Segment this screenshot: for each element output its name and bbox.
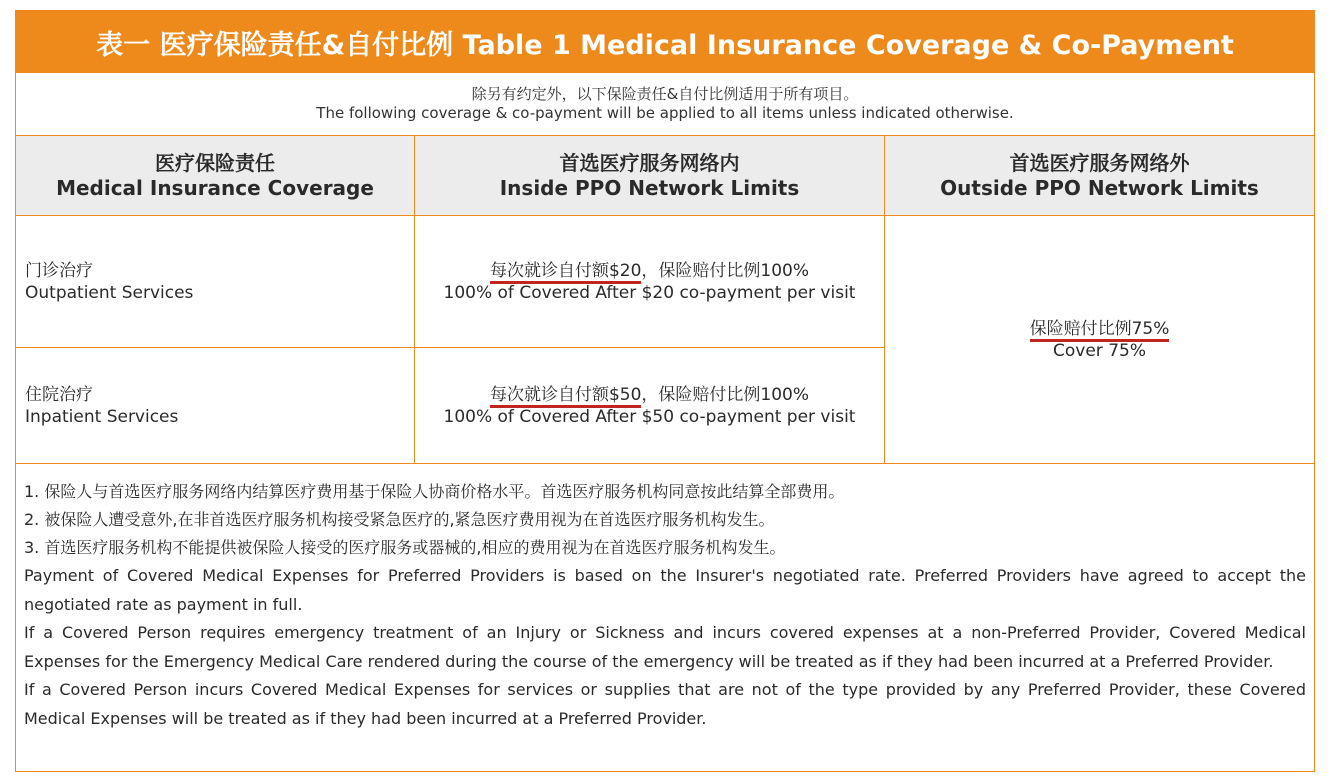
coverage-en: Outpatient Services [25,282,194,303]
header-inside-ppo [415,136,885,216]
table-title: 表一 医疗保险责任&自付比例 Table 1 Medical Insurance Coverage & Co-Payment [16,11,1314,73]
header-outside-ppo [885,136,1314,216]
header-coverage [16,136,415,216]
row-inpatient-inside [415,348,885,464]
note-en-2: If a Covered Person requires emergency treatment of an Injury or Sickness and incurs covered expenses at a non-Preferred Provider, Covered Medical Expenses for the Emergency Medical Care rendered during the course of the emergency will be treated as if they had been incurred at a Preferred Provider. [24,623,1306,671]
inside-cn-underlined: 每次就诊自付额$20 [490,261,641,284]
header-outside-en: Outside PPO Network Limits [940,175,1259,200]
intro-en: The following coverage & co-payment will be applied to all items unless indicated otherwise. [316,104,1014,122]
note-en-1: Payment of Covered Medical Expenses for Preferred Providers is based on the Insurer's negotiated rate. Preferred Providers have agreed to accept the negotiated rate as payment in full. [24,566,1306,614]
intro-note [16,73,1314,136]
row-inpatient-coverage [16,348,415,464]
note-cn-2: 2. 被保险人遭受意外,在非首选医疗服务机构接受紧急医疗的,紧急医疗费用视为在首选医疗服务机构发生。 [24,510,775,529]
header-coverage-en: Medical Insurance Coverage [56,175,374,200]
outside-en: Cover 75% [1053,340,1146,361]
header-coverage-cn: 医疗保险责任 [155,150,275,175]
coverage-cn: 住院治疗 [25,384,93,405]
row-outpatient-coverage [16,216,415,348]
outside-cn [1030,318,1170,340]
outside-cn-underlined: 保险赔付比例75% [1030,319,1170,342]
coverage-en: Inpatient Services [25,406,179,427]
inside-en: 100% of Covered After $50 co-payment per visit [443,406,856,427]
inside-cn-underlined: 每次就诊自付额$50 [490,385,641,408]
intro-cn: 除另有约定外，以下保险责任&自付比例适用于所有项目。 [471,85,859,103]
inside-cn [490,260,809,282]
inside-cn-rest: ，保险赔付比例100% [641,260,810,281]
row-outpatient-inside [415,216,885,348]
inside-en: 100% of Covered After $20 co-payment per visit [443,282,856,303]
inside-cn-rest: ，保险赔付比例100% [641,384,810,405]
note-cn-3: 3. 首选医疗服务机构不能提供被保险人接受的医疗服务或器械的,相应的费用视为在首选医疗服务机构发生。 [24,538,786,557]
inside-cn [490,384,809,406]
coverage-cn: 门诊治疗 [25,260,93,281]
header-inside-en: Inside PPO Network Limits [499,175,800,200]
footnotes [16,464,1314,733]
note-en-3: If a Covered Person incurs Covered Medical Expenses for services or supplies that are not of the type provided by any Preferred Provider, these Covered Medical Expenses will be treated as if they had been incurred at a Preferred Provider. [24,680,1306,728]
header-inside-cn: 首选医疗服务网络内 [559,150,740,175]
note-cn-1: 1. 保险人与首选医疗服务网络内结算医疗费用基于保险人协商价格水平。首选医疗服务机构同意按此结算全部费用。 [24,482,845,501]
coverage-table [15,10,1315,772]
outside-ppo-cell [885,216,1314,464]
header-outside-cn: 首选医疗服务网络外 [1009,150,1190,175]
